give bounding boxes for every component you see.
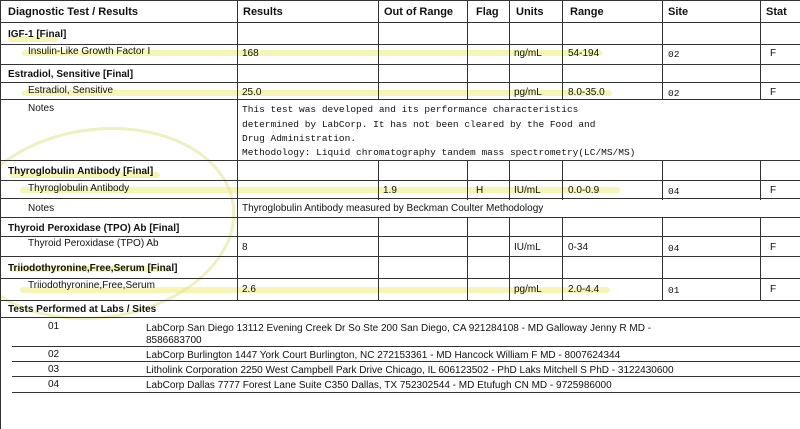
group-title-igf1: IGF-1 [Final]: [8, 29, 67, 40]
site-address: LabCorp Dallas 7777 Forest Lane Suite C350 Dallas, TX 752302544 - MD Etufugh CN MD - 9725986000: [146, 380, 612, 391]
out-of-range-value: 1.9: [383, 185, 397, 196]
table-border: [509, 0, 510, 100]
table-border: [467, 160, 468, 200]
test-name-tpo: Thyroid Peroxidase (TPO) Ab: [28, 238, 159, 249]
note-line: determined by LabCorp. It has not been cleared by the Food and: [242, 119, 596, 130]
site-code: 04: [48, 379, 60, 390]
range-value: 8.0-35.0: [568, 87, 605, 98]
site-code: 02: [668, 49, 680, 60]
table-border: [0, 64, 800, 65]
table-border: [467, 217, 468, 300]
table-border: [509, 160, 510, 200]
col-header-flag: Flag: [476, 6, 499, 18]
site-address: LabCorp Burlington 1447 York Court Burlington, NC 272153361 - MD Hancock William F MD - 8007624344: [146, 350, 621, 361]
notes-label: Notes: [28, 103, 55, 114]
col-header-stat: Stat: [766, 6, 787, 18]
site-address: Litholink Corporation 2250 West Campbell Park Drive Chicago, IL 606123502 - PhD Laks Mitchell S PhD - 3122430600: [146, 365, 674, 376]
col-header-test: Diagnostic Test / Results: [8, 6, 138, 18]
table-border: [662, 0, 663, 100]
range-value: 2.0-4.4: [568, 284, 600, 295]
flag-value: H: [476, 185, 484, 196]
group-title-tpo: Thyroid Peroxidase (TPO) Ab [Final]: [8, 223, 180, 234]
table-border: [0, 317, 800, 318]
test-name-thyroglobulin: Thyroglobulin Antibody: [28, 183, 130, 194]
note-line: Methodology: Liquid chromatography tandem mass spectrometry(LC/MS/MS): [242, 147, 636, 158]
table-border: [12, 392, 800, 393]
stat-value: F: [770, 48, 777, 59]
site-code: 02: [668, 88, 680, 99]
result-value: 25.0: [242, 87, 262, 98]
table-border: [0, 0, 1, 429]
table-border: [378, 217, 379, 300]
table-border: [0, 82, 800, 83]
table-border: [0, 180, 800, 181]
units-value: pg/mL: [514, 87, 542, 98]
group-title-thyroglobulin: Thyroglobulin Antibody [Final]: [8, 166, 154, 177]
table-border: [562, 160, 563, 200]
table-border: [0, 300, 800, 301]
stat-value: F: [770, 185, 777, 196]
table-border: [467, 0, 468, 100]
note-line: Thyroglobulin Antibody measured by Beckman Coulter Methodology: [242, 203, 544, 214]
range-value: 54-194: [568, 48, 600, 59]
group-title-t3: Triiodothyronine,Free,Serum [Final]: [8, 263, 178, 274]
table-border: [662, 160, 663, 200]
test-name-estradiol: Estradiol, Sensitive: [28, 85, 114, 96]
site-code: 04: [668, 243, 680, 254]
col-header-out-of-range: Out of Range: [384, 6, 454, 18]
result-value: 8: [242, 242, 248, 253]
site-address-cont: 8586683700: [146, 335, 202, 346]
units-value: IU/mL: [514, 242, 541, 253]
table-border: [378, 0, 379, 100]
table-border: [0, 217, 800, 218]
table-border: [0, 236, 800, 237]
table-border: [12, 346, 800, 347]
table-border: [662, 217, 663, 300]
test-name-t3: Triiodothyronine,Free,Serum: [28, 280, 155, 291]
table-border: [0, 22, 800, 23]
col-header-range: Range: [570, 6, 604, 18]
table-border: [237, 0, 238, 300]
note-line: This test was developed and its performance characteristics: [242, 104, 579, 115]
notes-label: Notes: [28, 203, 55, 214]
table-border: [0, 99, 800, 100]
result-value: 2.6: [242, 284, 256, 295]
range-value: 0-34: [568, 242, 589, 253]
table-border: [0, 160, 800, 161]
site-code: 01: [668, 285, 680, 296]
range-value: 0.0-0.9: [568, 185, 600, 196]
sites-title: Tests Performed at Labs / Sites: [8, 304, 157, 315]
group-title-estradiol: Estradiol, Sensitive [Final]: [8, 69, 134, 80]
col-header-results: Results: [243, 6, 283, 18]
table-border: [760, 160, 761, 200]
site-code: 02: [48, 349, 60, 360]
site-code: 04: [668, 186, 680, 197]
table-border: [562, 217, 563, 300]
units-value: IU/mL: [514, 185, 541, 196]
test-name-igf1: Insulin-Like Growth Factor I: [28, 46, 151, 57]
note-line: Drug Administration.: [242, 133, 357, 144]
stat-value: F: [770, 242, 777, 253]
table-border: [378, 160, 379, 200]
table-border: [0, 278, 800, 279]
table-border: [0, 198, 800, 199]
table-border: [509, 217, 510, 300]
stat-value: F: [770, 87, 777, 98]
table-border: [0, 256, 800, 257]
site-code: 01: [48, 321, 60, 332]
table-border: [760, 0, 761, 100]
units-value: pg/mL: [514, 284, 542, 295]
units-value: ng/mL: [514, 48, 542, 59]
table-border: [0, 44, 800, 45]
site-code: 03: [48, 364, 60, 375]
col-header-units: Units: [516, 6, 544, 18]
result-value: 168: [242, 48, 259, 59]
site-address: LabCorp San Diego 13112 Evening Creek Dr So Ste 200 San Diego, CA 921284108 - MD Galloway Jenny R MD -: [146, 323, 652, 334]
stat-value: F: [770, 284, 777, 295]
table-border: [0, 0, 800, 1]
table-border: [760, 217, 761, 300]
table-border: [562, 0, 563, 100]
col-header-site: Site: [668, 6, 689, 18]
